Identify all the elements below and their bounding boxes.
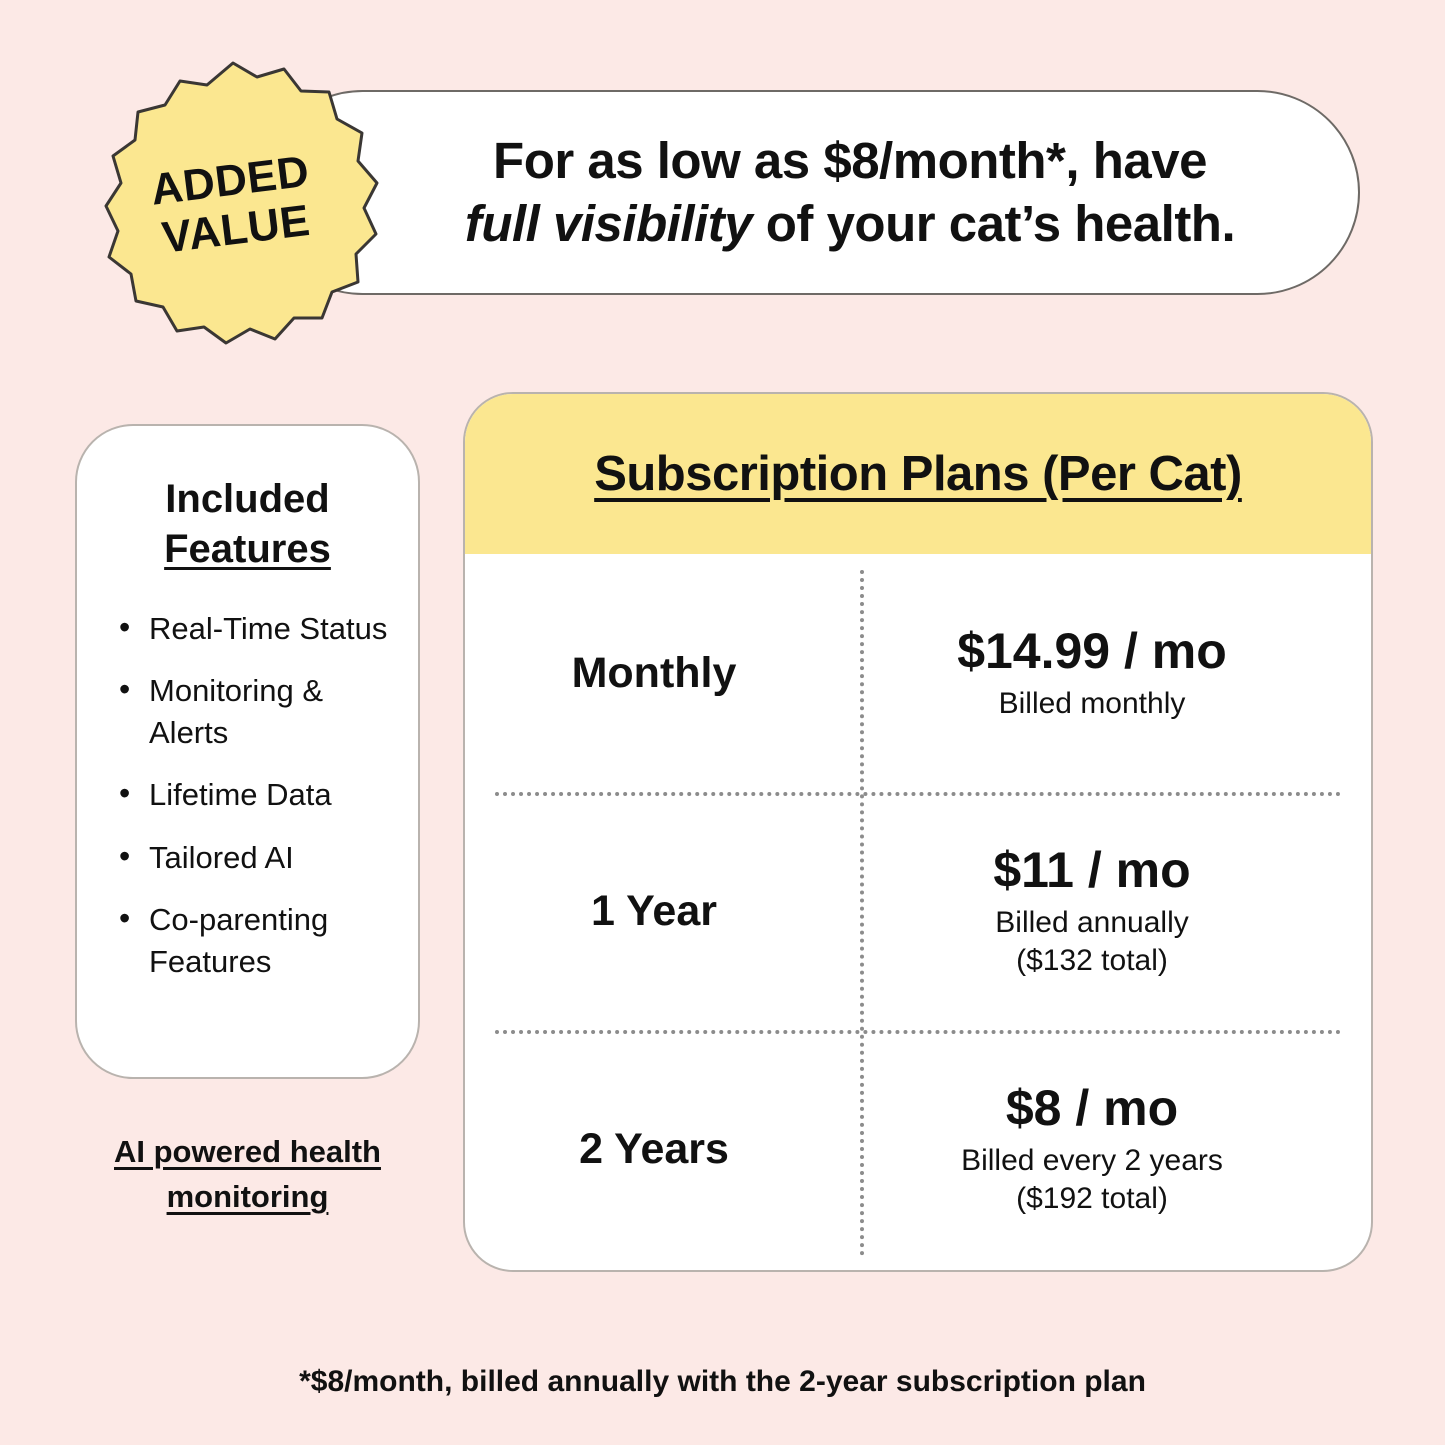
features-title-line1: Included (165, 477, 330, 521)
plan-price-cell (843, 843, 1371, 980)
added-value-badge (68, 55, 398, 355)
table-row (465, 554, 1371, 792)
plans-header (465, 394, 1371, 554)
headline-part1: For as low as $8/month*, have (493, 132, 1207, 190)
list-item: • Co-parenting Features (111, 899, 392, 983)
features-title-line2: Features (164, 527, 331, 571)
tagline: AI powered health monitoring (114, 1134, 381, 1214)
plan-name: 1 Year (591, 886, 717, 935)
plan-note: Billed monthly (998, 686, 1186, 720)
plans-header-title: Subscription Plans (Per Cat) (594, 447, 1242, 501)
plan-note: Billed annually ($132 total) (995, 905, 1189, 977)
plan-name: 2 Years (579, 1124, 729, 1173)
header-row (0, 90, 1445, 310)
list-item: • Lifetime Data (111, 774, 392, 816)
subscription-plans-card (463, 392, 1373, 1272)
plan-price: $14.99 / mo (957, 622, 1227, 679)
features-title (103, 474, 392, 574)
badge-line2: VALUE (159, 195, 313, 263)
plan-price: $8 / mo (1005, 1079, 1179, 1136)
plan-price: $11 / mo (993, 841, 1191, 898)
badge-line1: ADDED (148, 146, 312, 215)
badge-label (51, 36, 415, 374)
list-item: • Real-Time Status (111, 608, 392, 650)
headline-part2: of your cat’s health. (752, 194, 1236, 252)
headline-text (315, 130, 1305, 254)
plan-price-cell (843, 1081, 1371, 1218)
footnote: *$8/month, billed annually with the 2-year subscription plan (299, 1365, 1146, 1398)
table-row (465, 1030, 1371, 1268)
list-item: • Tailored AI (111, 837, 392, 879)
headline-emphasis: full visibility (464, 194, 753, 252)
headline-card (260, 90, 1360, 295)
list-item: • Monitoring & Alerts (111, 670, 392, 754)
feature-list (103, 608, 392, 983)
plan-note: Billed every 2 years ($192 total) (961, 1143, 1223, 1215)
included-features-card (75, 424, 420, 1079)
plans-body (465, 554, 1371, 1270)
plan-name: Monthly (571, 648, 737, 697)
plan-price-cell (843, 624, 1371, 723)
table-row (465, 792, 1371, 1030)
